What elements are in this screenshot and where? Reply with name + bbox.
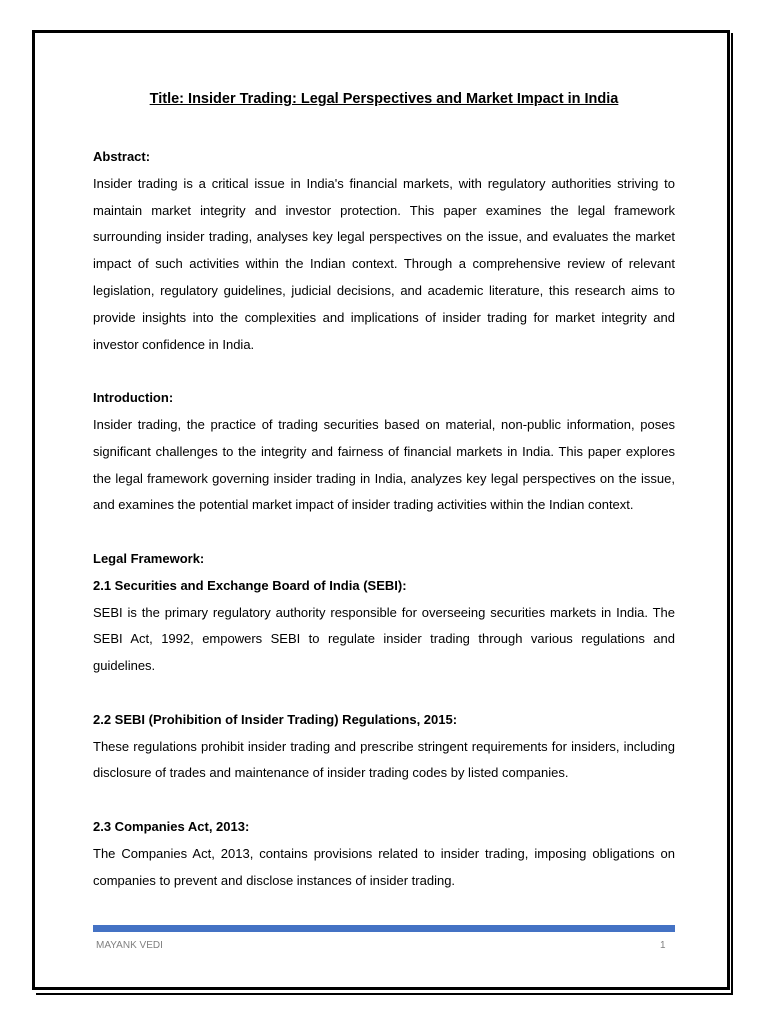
footer-author: MAYANK VEDI — [96, 940, 163, 951]
footer-page-number: 1 — [660, 940, 666, 951]
spacer — [93, 680, 675, 707]
page-border-shadow-right — [731, 33, 733, 995]
document-title: Title: Insider Trading: Legal Perspectives and Market Impact in India — [149, 91, 619, 107]
section-2-3-heading: 2.3 Companies Act, 2013: — [93, 818, 250, 834]
spacer — [93, 358, 675, 385]
section-2-3-text: The Companies Act, 2013, contains provisions related to insider trading, imposing obligations on companies to prevent and disclose instances of insider trading. — [93, 845, 675, 888]
section-2-2-text: These regulations prohibit insider trading and prescribe stringent requirements for insiders, including disclosure of trades and maintenance of insider trading codes by listed companies. — [93, 738, 675, 781]
abstract-heading: Abstract: — [93, 149, 151, 164]
abstract-text: Insider trading is a critical issue in India's financial markets, with regulatory authorities striving to maintain market integrity and investor protection. This paper examines the legal framework surrounding insider trading, analyses key legal perspectives on the issue, and evaluates the market impact of such activities within the Indian context. Through a comprehensive review of relevant legislation, regulatory guidelines, judicial decisions, and academic literature, this research aims to provide insights into the complexities and implications of insider trading for market integrity and investor confidence in India. — [93, 175, 675, 352]
document-body — [93, 84, 675, 894]
introduction-heading: Introduction: — [93, 390, 174, 406]
introduction-text: Insider trading, the practice of trading securities based on material, non-public information, poses significant challenges to the integrity and fairness of financial markets in India. This paper explores the legal framework governing insider trading in India, analyzes key legal perspectives on the issue, and examines the potential market impact of insider trading activities within the Indian context. — [93, 416, 675, 513]
section-2-1-heading: 2.1 Securities and Exchange Board of India (SEBI): — [93, 577, 407, 593]
section-2-1-text: SEBI is the primary regulatory authority responsible for overseeing securities markets in India. The SEBI Act, 1992, empowers SEBI to regulate insider trading through various regulations and guidelines. — [93, 604, 675, 674]
spacer — [93, 787, 675, 814]
page-border-shadow-bottom — [36, 993, 733, 995]
spacer — [93, 519, 675, 546]
legal-framework-heading: Legal Framework: — [93, 550, 205, 566]
section-2-2-heading: 2.2 SEBI (Prohibition of Insider Trading) Regulations, 2015: — [93, 711, 458, 727]
footer-bar — [93, 925, 675, 932]
